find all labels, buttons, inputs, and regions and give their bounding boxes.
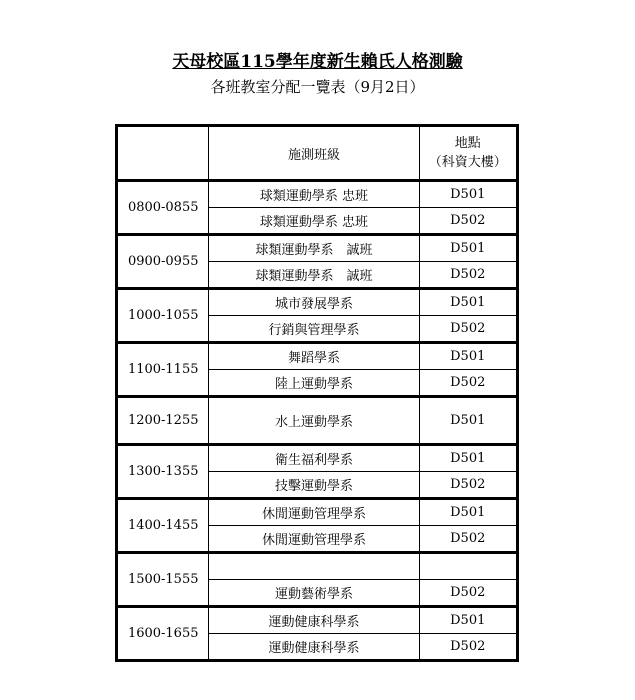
time-slot-cell: 0900-0955 [117, 235, 209, 289]
header-time-cell [117, 126, 209, 181]
table-row [117, 235, 518, 262]
room-cell: D502 [419, 208, 518, 235]
class-cell: 水上運動學系 [209, 397, 419, 445]
class-cell: 休閒運動管理學系 [209, 499, 419, 526]
class-cell: 休閒運動管理學系 [209, 526, 419, 553]
room-cell: D501 [419, 235, 518, 262]
room-cell: D502 [419, 526, 518, 553]
time-slot-cell: 1100-1155 [117, 343, 209, 397]
table-row [117, 289, 518, 316]
time-slot-cell: 1500-1555 [117, 553, 209, 607]
class-cell: 運動藝術學系 [209, 580, 419, 607]
room-cell: D501 [419, 397, 518, 445]
room-cell: D501 [419, 445, 518, 472]
header-location-line2: （科資大樓） [428, 155, 507, 170]
room-cell: D502 [419, 370, 518, 397]
class-cell: 球類運動學系 忠班 [209, 181, 419, 208]
class-cell: 舞蹈學系 [209, 343, 419, 370]
time-slot-cell: 1300-1355 [117, 445, 209, 499]
class-cell: 行銷與管理學系 [209, 316, 419, 343]
room-cell: D501 [419, 607, 518, 634]
class-cell: 球類運動學系 誠班 [209, 235, 419, 262]
class-cell: 陸上運動學系 [209, 370, 419, 397]
schedule-table-body [117, 126, 518, 661]
schedule-table [115, 124, 519, 662]
header-class-cell: 施測班級 [209, 126, 419, 181]
table-row [117, 343, 518, 370]
class-cell: 球類運動學系 忠班 [209, 208, 419, 235]
class-cell: 運動健康科學系 [209, 607, 419, 634]
class-cell: 球類運動學系 誠班 [209, 262, 419, 289]
room-cell: D501 [419, 343, 518, 370]
header-location-line1: 地點 [454, 136, 481, 151]
room-cell: D501 [419, 499, 518, 526]
room-cell: D502 [419, 580, 518, 607]
room-cell: D502 [419, 472, 518, 499]
time-slot-cell: 1600-1655 [117, 607, 209, 661]
table-row [117, 181, 518, 208]
class-cell: 衛生福利學系 [209, 445, 419, 472]
document-title: 天母校區115學年度新生賴氏人格測驗 [172, 52, 463, 72]
time-slot-cell: 0800-0855 [117, 181, 209, 235]
time-slot-cell: 1000-1055 [117, 289, 209, 343]
time-slot-cell: 1200-1255 [117, 397, 209, 445]
table-header-row [117, 126, 518, 181]
table-row [117, 607, 518, 634]
header-location-cell [419, 126, 518, 181]
room-cell: D502 [419, 634, 518, 661]
room-cell: D501 [419, 181, 518, 208]
class-cell: 技擊運動學系 [209, 472, 419, 499]
document-subtitle: 各班教室分配一覽表（9月2日） [210, 78, 425, 96]
room-cell [419, 553, 518, 580]
time-slot-cell: 1400-1455 [117, 499, 209, 553]
room-cell: D502 [419, 262, 518, 289]
class-cell: 運動健康科學系 [209, 634, 419, 661]
table-row [117, 553, 518, 580]
table-row [117, 499, 518, 526]
room-cell: D501 [419, 289, 518, 316]
room-cell: D502 [419, 316, 518, 343]
table-row [117, 397, 518, 445]
class-cell: 城市發展學系 [209, 289, 419, 316]
table-row [117, 445, 518, 472]
class-cell [209, 553, 419, 580]
